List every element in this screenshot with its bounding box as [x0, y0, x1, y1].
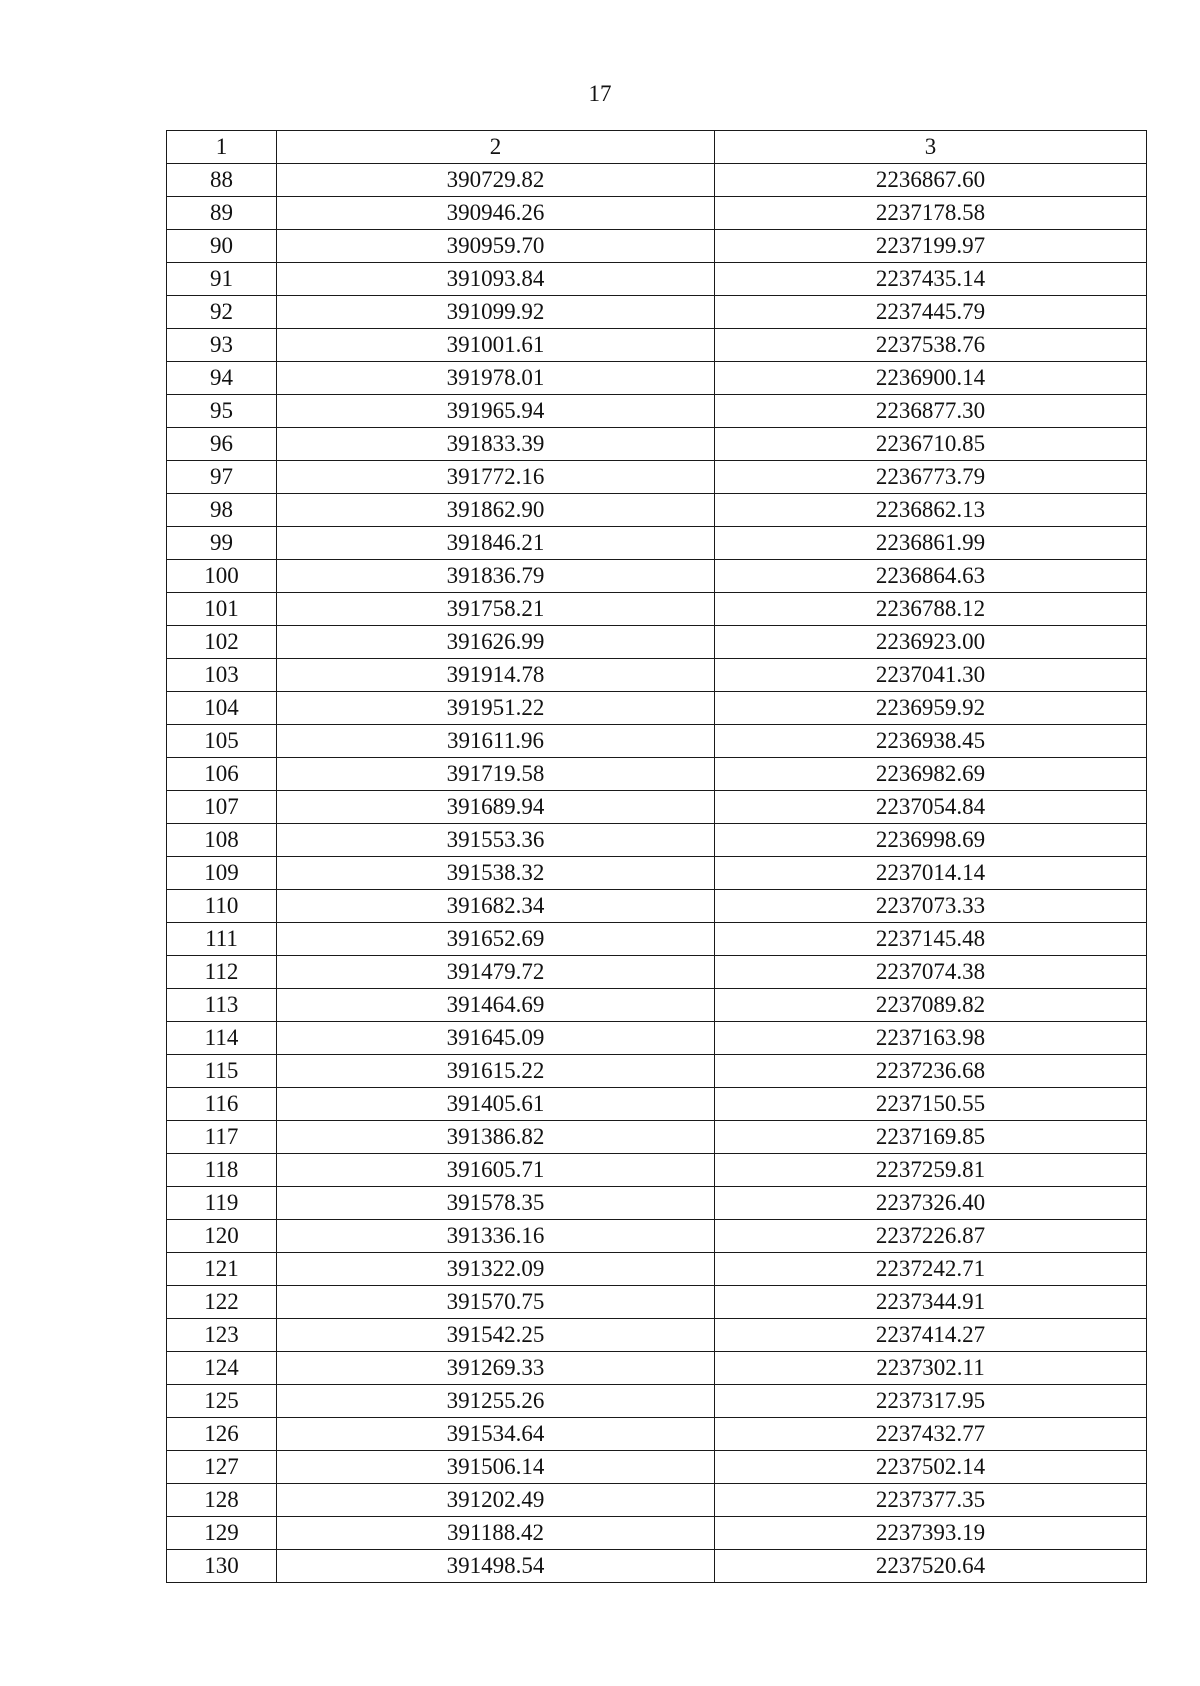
- column-header-3: 3: [715, 131, 1147, 164]
- y-coordinate-cell: 2237073.33: [715, 890, 1147, 923]
- table-header: [167, 131, 1147, 164]
- point-number-cell: 128: [167, 1484, 277, 1517]
- point-number-cell: 124: [167, 1352, 277, 1385]
- table-row: [167, 824, 1147, 857]
- y-coordinate-cell: 2237435.14: [715, 263, 1147, 296]
- table-row: [167, 1517, 1147, 1550]
- y-coordinate-cell: 2237089.82: [715, 989, 1147, 1022]
- point-number-cell: 123: [167, 1319, 277, 1352]
- x-coordinate-cell: 391578.35: [277, 1187, 715, 1220]
- table-row: [167, 263, 1147, 296]
- x-coordinate-cell: 391605.71: [277, 1154, 715, 1187]
- table-row: [167, 659, 1147, 692]
- table-row: [167, 1319, 1147, 1352]
- table-row: [167, 989, 1147, 1022]
- y-coordinate-cell: 2237259.81: [715, 1154, 1147, 1187]
- y-coordinate-cell: 2237236.68: [715, 1055, 1147, 1088]
- table-row: [167, 1484, 1147, 1517]
- x-coordinate-cell: 391386.82: [277, 1121, 715, 1154]
- point-number-cell: 97: [167, 461, 277, 494]
- x-coordinate-cell: 390959.70: [277, 230, 715, 263]
- y-coordinate-cell: 2236864.63: [715, 560, 1147, 593]
- point-number-cell: 104: [167, 692, 277, 725]
- table-row: [167, 1088, 1147, 1121]
- x-coordinate-cell: 391846.21: [277, 527, 715, 560]
- x-coordinate-cell: 391099.92: [277, 296, 715, 329]
- y-coordinate-cell: 2236861.99: [715, 527, 1147, 560]
- point-number-cell: 101: [167, 593, 277, 626]
- x-coordinate-cell: 391719.58: [277, 758, 715, 791]
- y-coordinate-cell: 2236788.12: [715, 593, 1147, 626]
- y-coordinate-cell: 2236998.69: [715, 824, 1147, 857]
- x-coordinate-cell: 391188.42: [277, 1517, 715, 1550]
- x-coordinate-cell: 391836.79: [277, 560, 715, 593]
- column-header-1: 1: [167, 131, 277, 164]
- point-number-cell: 122: [167, 1286, 277, 1319]
- point-number-cell: 93: [167, 329, 277, 362]
- x-coordinate-cell: 391652.69: [277, 923, 715, 956]
- x-coordinate-cell: 391498.54: [277, 1550, 715, 1583]
- x-coordinate-cell: 391689.94: [277, 791, 715, 824]
- header-row: [167, 131, 1147, 164]
- table-row: [167, 1418, 1147, 1451]
- point-number-cell: 108: [167, 824, 277, 857]
- table-row: [167, 1121, 1147, 1154]
- point-number-cell: 89: [167, 197, 277, 230]
- table-row: [167, 197, 1147, 230]
- y-coordinate-cell: 2237145.48: [715, 923, 1147, 956]
- point-number-cell: 130: [167, 1550, 277, 1583]
- y-coordinate-cell: 2236867.60: [715, 164, 1147, 197]
- point-number-cell: 118: [167, 1154, 277, 1187]
- y-coordinate-cell: 2236877.30: [715, 395, 1147, 428]
- point-number-cell: 120: [167, 1220, 277, 1253]
- table-row: [167, 923, 1147, 956]
- y-coordinate-cell: 2237178.58: [715, 197, 1147, 230]
- y-coordinate-cell: 2237163.98: [715, 1022, 1147, 1055]
- x-coordinate-cell: 391965.94: [277, 395, 715, 428]
- x-coordinate-cell: 390729.82: [277, 164, 715, 197]
- point-number-cell: 109: [167, 857, 277, 890]
- y-coordinate-cell: 2236938.45: [715, 725, 1147, 758]
- x-coordinate-cell: 391978.01: [277, 362, 715, 395]
- point-number-cell: 98: [167, 494, 277, 527]
- point-number-cell: 117: [167, 1121, 277, 1154]
- x-coordinate-cell: 391269.33: [277, 1352, 715, 1385]
- x-coordinate-cell: 391615.22: [277, 1055, 715, 1088]
- x-coordinate-cell: 391001.61: [277, 329, 715, 362]
- x-coordinate-cell: 391951.22: [277, 692, 715, 725]
- table-row: [167, 230, 1147, 263]
- point-number-cell: 105: [167, 725, 277, 758]
- table-row: [167, 593, 1147, 626]
- table-row: [167, 626, 1147, 659]
- table-row: [167, 1385, 1147, 1418]
- x-coordinate-cell: 391862.90: [277, 494, 715, 527]
- table-row: [167, 362, 1147, 395]
- coordinates-table: [166, 130, 1147, 1583]
- y-coordinate-cell: 2237014.14: [715, 857, 1147, 890]
- point-number-cell: 88: [167, 164, 277, 197]
- point-number-cell: 90: [167, 230, 277, 263]
- y-coordinate-cell: 2237393.19: [715, 1517, 1147, 1550]
- table-row: [167, 956, 1147, 989]
- table-row: [167, 1286, 1147, 1319]
- point-number-cell: 121: [167, 1253, 277, 1286]
- point-number-cell: 103: [167, 659, 277, 692]
- point-number-cell: 115: [167, 1055, 277, 1088]
- x-coordinate-cell: 391772.16: [277, 461, 715, 494]
- x-coordinate-cell: 391093.84: [277, 263, 715, 296]
- y-coordinate-cell: 2237074.38: [715, 956, 1147, 989]
- y-coordinate-cell: 2237041.30: [715, 659, 1147, 692]
- y-coordinate-cell: 2236773.79: [715, 461, 1147, 494]
- x-coordinate-cell: 391682.34: [277, 890, 715, 923]
- y-coordinate-cell: 2236982.69: [715, 758, 1147, 791]
- table-row: [167, 1055, 1147, 1088]
- table-row: [167, 725, 1147, 758]
- table-row: [167, 527, 1147, 560]
- x-coordinate-cell: 391542.25: [277, 1319, 715, 1352]
- y-coordinate-cell: 2237414.27: [715, 1319, 1147, 1352]
- x-coordinate-cell: 391833.39: [277, 428, 715, 461]
- y-coordinate-cell: 2237377.35: [715, 1484, 1147, 1517]
- point-number-cell: 119: [167, 1187, 277, 1220]
- point-number-cell: 110: [167, 890, 277, 923]
- point-number-cell: 107: [167, 791, 277, 824]
- x-coordinate-cell: 391570.75: [277, 1286, 715, 1319]
- x-coordinate-cell: 391645.09: [277, 1022, 715, 1055]
- x-coordinate-cell: 391914.78: [277, 659, 715, 692]
- point-number-cell: 125: [167, 1385, 277, 1418]
- table-row: [167, 461, 1147, 494]
- y-coordinate-cell: 2237054.84: [715, 791, 1147, 824]
- x-coordinate-cell: 391202.49: [277, 1484, 715, 1517]
- table-row: [167, 1187, 1147, 1220]
- y-coordinate-cell: 2236710.85: [715, 428, 1147, 461]
- x-coordinate-cell: 391322.09: [277, 1253, 715, 1286]
- x-coordinate-cell: 391611.96: [277, 725, 715, 758]
- x-coordinate-cell: 391506.14: [277, 1451, 715, 1484]
- table-row: [167, 428, 1147, 461]
- x-coordinate-cell: 391626.99: [277, 626, 715, 659]
- y-coordinate-cell: 2237242.71: [715, 1253, 1147, 1286]
- point-number-cell: 111: [167, 923, 277, 956]
- x-coordinate-cell: 391405.61: [277, 1088, 715, 1121]
- point-number-cell: 102: [167, 626, 277, 659]
- point-number-cell: 95: [167, 395, 277, 428]
- table-row: [167, 494, 1147, 527]
- point-number-cell: 113: [167, 989, 277, 1022]
- point-number-cell: 126: [167, 1418, 277, 1451]
- x-coordinate-cell: 391534.64: [277, 1418, 715, 1451]
- y-coordinate-cell: 2237169.85: [715, 1121, 1147, 1154]
- x-coordinate-cell: 391758.21: [277, 593, 715, 626]
- x-coordinate-cell: 390946.26: [277, 197, 715, 230]
- point-number-cell: 127: [167, 1451, 277, 1484]
- x-coordinate-cell: 391553.36: [277, 824, 715, 857]
- point-number-cell: 92: [167, 296, 277, 329]
- column-header-2: 2: [277, 131, 715, 164]
- point-number-cell: 112: [167, 956, 277, 989]
- table-row: [167, 1253, 1147, 1286]
- x-coordinate-cell: 391464.69: [277, 989, 715, 1022]
- point-number-cell: 94: [167, 362, 277, 395]
- y-coordinate-cell: 2236862.13: [715, 494, 1147, 527]
- table-body: [167, 164, 1147, 1583]
- table-row: [167, 560, 1147, 593]
- y-coordinate-cell: 2236900.14: [715, 362, 1147, 395]
- table-row: [167, 1352, 1147, 1385]
- table-row: [167, 329, 1147, 362]
- x-coordinate-cell: 391255.26: [277, 1385, 715, 1418]
- table-row: [167, 758, 1147, 791]
- table-row: [167, 1451, 1147, 1484]
- table-row: [167, 857, 1147, 890]
- x-coordinate-cell: 391538.32: [277, 857, 715, 890]
- y-coordinate-cell: 2236959.92: [715, 692, 1147, 725]
- table-row: [167, 1550, 1147, 1583]
- point-number-cell: 106: [167, 758, 277, 791]
- table-row: [167, 1220, 1147, 1253]
- table-row: [167, 1022, 1147, 1055]
- y-coordinate-cell: 2237199.97: [715, 230, 1147, 263]
- table-row: [167, 296, 1147, 329]
- table-row: [167, 791, 1147, 824]
- y-coordinate-cell: 2237344.91: [715, 1286, 1147, 1319]
- y-coordinate-cell: 2237538.76: [715, 329, 1147, 362]
- point-number-cell: 91: [167, 263, 277, 296]
- y-coordinate-cell: 2237445.79: [715, 296, 1147, 329]
- page-number: 17: [588, 81, 612, 106]
- table-row: [167, 890, 1147, 923]
- point-number-cell: 116: [167, 1088, 277, 1121]
- point-number-cell: 96: [167, 428, 277, 461]
- table-row: [167, 1154, 1147, 1187]
- x-coordinate-cell: 391336.16: [277, 1220, 715, 1253]
- point-number-cell: 99: [167, 527, 277, 560]
- point-number-cell: 100: [167, 560, 277, 593]
- y-coordinate-cell: 2237326.40: [715, 1187, 1147, 1220]
- y-coordinate-cell: 2237502.14: [715, 1451, 1147, 1484]
- table-row: [167, 164, 1147, 197]
- x-coordinate-cell: 391479.72: [277, 956, 715, 989]
- y-coordinate-cell: 2237317.95: [715, 1385, 1147, 1418]
- y-coordinate-cell: 2237520.64: [715, 1550, 1147, 1583]
- y-coordinate-cell: 2237226.87: [715, 1220, 1147, 1253]
- point-number-cell: 129: [167, 1517, 277, 1550]
- table-row: [167, 692, 1147, 725]
- y-coordinate-cell: 2237432.77: [715, 1418, 1147, 1451]
- point-number-cell: 114: [167, 1022, 277, 1055]
- y-coordinate-cell: 2237150.55: [715, 1088, 1147, 1121]
- y-coordinate-cell: 2237302.11: [715, 1352, 1147, 1385]
- y-coordinate-cell: 2236923.00: [715, 626, 1147, 659]
- table-row: [167, 395, 1147, 428]
